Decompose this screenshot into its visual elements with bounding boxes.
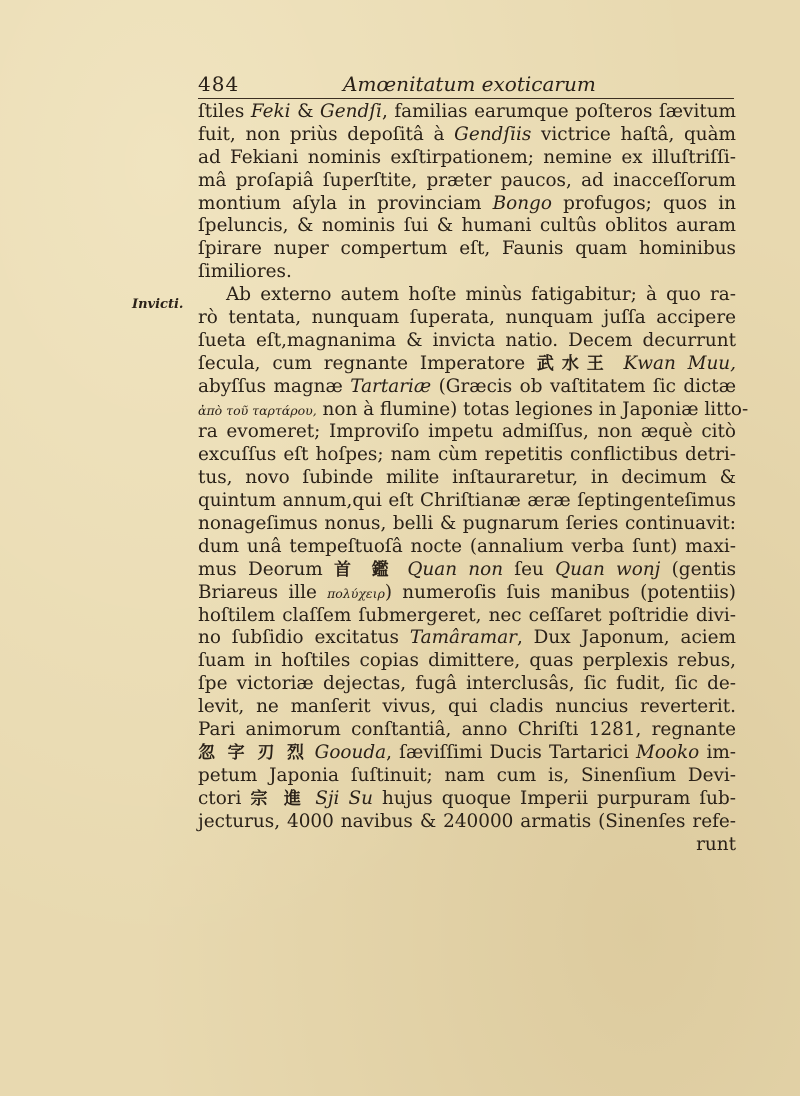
text-line: rò tentata, nunquam ſuperata, nunquam juſſa accipere <box>198 307 736 329</box>
text-line: jecturus, 4000 navibus & 240000 armatis (Sinenſes refe- <box>198 810 736 832</box>
text-line: ſpe victoriæ dejectas, fugâ interclusâs, ſic fudit, ſic de- <box>198 673 736 695</box>
text-line: dum unâ tempeſtuoſâ nocte (annalium verba ſunt) maxi- <box>198 535 736 557</box>
text-line: ſuam in hoſtiles copias dimittere, quas perplexis rebus, <box>198 650 736 672</box>
chinese-characters: 忽 字 刃 烈 <box>198 742 308 763</box>
text-line: ἀπὸ τοῦ ταρτάρου, non à flumine) totas legiones in Japoniæ litto- <box>198 398 749 420</box>
greek-phrase: ἀπὸ τοῦ ταρτάρου, <box>198 402 317 418</box>
text-line: ſueta eſt,magnanima & invicta natio. Decem decurrunt <box>198 329 736 351</box>
text-line: Pari animorum conſtantiâ, anno Chriſti 1281, regnante <box>198 719 736 741</box>
text-line: quintum annum,qui eſt Chriſtianæ æræ ſeptingenteſimus <box>198 490 736 512</box>
chinese-characters: 宗 進 <box>250 788 307 809</box>
text-line: tus, novo ſubinde milite inſtauraretur, in decimum & <box>198 467 736 489</box>
text-line: excuſſus eſt hoſpes; nam cùm repetitis conflictibus detri- <box>198 444 736 466</box>
page-header <box>198 72 734 99</box>
text-line: ſtiles Feki & Gendſi, familias earumque poſteros ſævitum <box>198 101 736 122</box>
text-line: abyſſus magnæ Tartariæ (Græcis ob vaſtitatem ſic dictæ <box>198 375 736 397</box>
text-line: mâ proſapiâ ſuperſtite, præter paucos, ad inacceſſorum <box>198 169 736 191</box>
text-line: ra evomeret; Improviſo impetu admiſſus, non æquè citò <box>198 421 736 443</box>
text-line: no ſubſidio excitatus Tamâramar, Dux Japonum, aciem <box>198 627 736 649</box>
text-line: ſpeluncis, & nominis ſui & humani cultûs oblitos auram <box>198 215 736 237</box>
text-line: petum Japonia ſuſtinuit; nam cum is, Sinenſium Devi- <box>198 764 736 786</box>
page-number: 484 <box>198 72 240 96</box>
body-text <box>198 101 749 856</box>
text-line: ſpirare nuper compertum eſt, Faunis quam hominibus <box>198 238 736 260</box>
text-line: ad Fekiani nominis exſtirpationem; nemine ex illuſtriſſi- <box>198 146 736 168</box>
text-line: montium aſyla in provinciam Bongo profugos; quos in <box>198 192 736 214</box>
running-head: Amœnitatum exoticarum <box>343 72 596 96</box>
greek-word: πολύχειρ <box>327 585 385 601</box>
chinese-characters: 首 鑑 <box>333 559 397 580</box>
text-line: ctori 宗 進 Sji Su hujus quoque Imperii purpuram ſub- <box>198 787 736 809</box>
text-line: ſimiliores. <box>198 261 292 283</box>
text-line: Briareus ille πολύχειρ) numeroſis ſuis manibus (potentiis) <box>198 581 736 603</box>
text-line: fuit, non priùs depoſitâ à Gendſiis victrice haſtâ, quàm <box>198 123 736 145</box>
text-line: nonageſimus nonus, belli & pugnarum ſeries continuavit: <box>198 513 736 535</box>
text-line: 忽 字 刃 烈 Goouda, ſæviſſimi Ducis Tartarici Mooko im- <box>198 741 736 763</box>
text-line: ſecula, cum regnante Imperatore 武水王 Kwan Muu, <box>198 352 736 374</box>
text-line: Ab externo autem hoſte minùs fatigabitur; à quo ra- <box>226 284 736 306</box>
text-line: mus Deorum 首 鑑 Quan non ſeu Quan wonj (gentis <box>198 558 737 580</box>
text-line: hoſtilem claſſem ſubmergeret, nec ceſſaret poſtridie divi- <box>198 604 736 626</box>
margin-note: Invicti. <box>132 297 184 312</box>
text-line: levit, ne manſerit vivus, qui cladis nuncius reverterit. <box>198 696 736 718</box>
chinese-characters: 武水王 <box>536 353 612 374</box>
catchword: runt <box>696 833 736 855</box>
